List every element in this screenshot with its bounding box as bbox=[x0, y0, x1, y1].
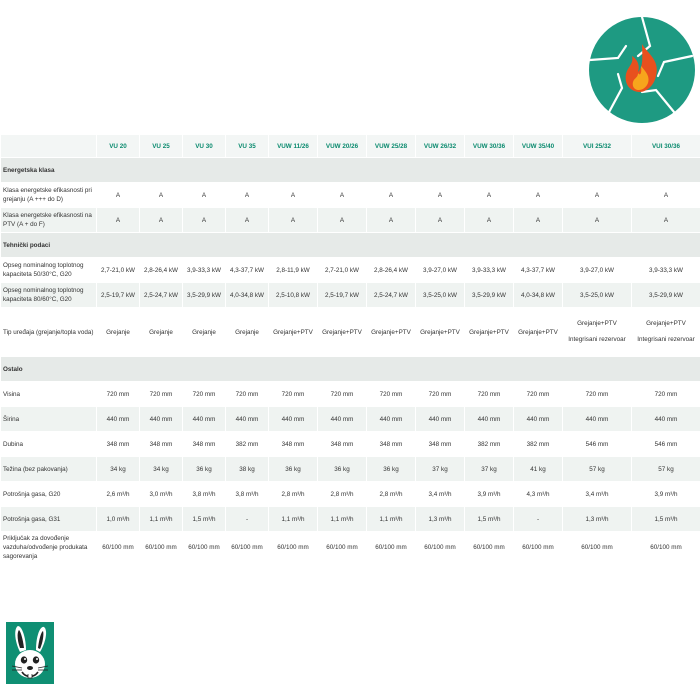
row-label: Visina bbox=[1, 382, 96, 406]
table-cell: 37 kg bbox=[465, 457, 513, 481]
table-cell: A bbox=[318, 183, 366, 207]
row-label: Priključak za dovođenje vazduha/odvođenje produkata sagorevanja bbox=[1, 532, 96, 562]
table-cell: 440 mm bbox=[514, 407, 562, 431]
table-cell: 720 mm bbox=[318, 382, 366, 406]
table-cell: 41 kg bbox=[514, 457, 562, 481]
table-cell: 3,5-25,0 kW bbox=[416, 283, 464, 307]
table-cell: 720 mm bbox=[514, 382, 562, 406]
table-cell: Grejanje+PTV bbox=[514, 308, 562, 356]
table-cell: Grejanje+PTV Integrisani rezervoar bbox=[632, 308, 700, 356]
table-cell: Grejanje+PTV bbox=[269, 308, 317, 356]
table-cell: 720 mm bbox=[269, 382, 317, 406]
row-label: Klasa energetske efikasnosti na PTV (A + do F) bbox=[1, 208, 96, 232]
table-row bbox=[1, 532, 700, 562]
table-cell: 2,5-10,8 kW bbox=[269, 283, 317, 307]
table-row bbox=[1, 482, 700, 506]
table-cell: 3,5-29,9 kW bbox=[465, 283, 513, 307]
table-cell: A bbox=[183, 183, 225, 207]
table-cell: 3,5-29,9 kW bbox=[183, 283, 225, 307]
table-cell: A bbox=[416, 208, 464, 232]
table-cell: 36 kg bbox=[367, 457, 415, 481]
section-header-row bbox=[1, 233, 700, 257]
table-cell: 2,8-11,9 kW bbox=[269, 258, 317, 282]
table-cell: 2,6 m³/h bbox=[97, 482, 139, 506]
table-row bbox=[1, 308, 700, 356]
table-cell: 4,3-37,7 kW bbox=[226, 258, 268, 282]
table-cell: 348 mm bbox=[318, 432, 366, 456]
table-cell: A bbox=[367, 208, 415, 232]
table-cell: 60/100 mm bbox=[318, 532, 366, 562]
table-row bbox=[1, 407, 700, 431]
table-cell: 3,8 m³/h bbox=[226, 482, 268, 506]
table-cell: 1,0 m³/h bbox=[97, 507, 139, 531]
table-cell: 1,5 m³/h bbox=[465, 507, 513, 531]
spec-table bbox=[0, 134, 700, 563]
table-cell: 348 mm bbox=[416, 432, 464, 456]
table-cell: A bbox=[140, 208, 182, 232]
rabbit-logo-icon bbox=[6, 622, 54, 684]
table-cell: 60/100 mm bbox=[465, 532, 513, 562]
table-cell: 60/100 mm bbox=[140, 532, 182, 562]
section-title: Energetska klasa bbox=[1, 158, 700, 182]
table-cell: 4,0-34,8 kW bbox=[514, 283, 562, 307]
row-label: Dubina bbox=[1, 432, 96, 456]
table-cell: 440 mm bbox=[367, 407, 415, 431]
table-cell: Grejanje bbox=[140, 308, 182, 356]
table-cell: A bbox=[514, 208, 562, 232]
table-cell: A bbox=[226, 208, 268, 232]
table-cell: 1,3 m³/h bbox=[563, 507, 631, 531]
table-row bbox=[1, 382, 700, 406]
table-header-row bbox=[1, 135, 700, 157]
table-cell: 3,5-25,0 kW bbox=[563, 283, 631, 307]
column-header: VU 30 bbox=[183, 135, 225, 157]
table-cell: 60/100 mm bbox=[226, 532, 268, 562]
column-header: VU 35 bbox=[226, 135, 268, 157]
table-cell: 3,9-33,3 kW bbox=[632, 258, 700, 282]
table-row bbox=[1, 208, 700, 232]
table-cell: 36 kg bbox=[183, 457, 225, 481]
row-label: Širina bbox=[1, 407, 96, 431]
table-cell: 57 kg bbox=[632, 457, 700, 481]
table-cell: 348 mm bbox=[183, 432, 225, 456]
column-header: VU 20 bbox=[97, 135, 139, 157]
table-cell: 440 mm bbox=[140, 407, 182, 431]
table-cell: A bbox=[97, 183, 139, 207]
table-cell: 60/100 mm bbox=[563, 532, 631, 562]
table-cell: 60/100 mm bbox=[269, 532, 317, 562]
flame-logo-icon bbox=[588, 16, 696, 124]
table-cell: 440 mm bbox=[416, 407, 464, 431]
table-row bbox=[1, 258, 700, 282]
column-header: VUI 25/32 bbox=[563, 135, 631, 157]
table-cell: 3,9-33,3 kW bbox=[183, 258, 225, 282]
table-cell: 720 mm bbox=[465, 382, 513, 406]
table-cell: 3,4 m³/h bbox=[416, 482, 464, 506]
table-cell: Grejanje bbox=[183, 308, 225, 356]
row-label: Težina (bez pakovanja) bbox=[1, 457, 96, 481]
table-cell: A bbox=[465, 183, 513, 207]
table-cell: Grejanje+PTV bbox=[465, 308, 513, 356]
table-cell: 382 mm bbox=[514, 432, 562, 456]
table-cell: 2,8 m³/h bbox=[269, 482, 317, 506]
table-cell: Grejanje+PTV bbox=[318, 308, 366, 356]
table-cell: A bbox=[563, 208, 631, 232]
table-cell: 3,9 m³/h bbox=[632, 482, 700, 506]
table-cell: 34 kg bbox=[97, 457, 139, 481]
table-row bbox=[1, 432, 700, 456]
table-cell: 36 kg bbox=[318, 457, 366, 481]
table-cell: 60/100 mm bbox=[183, 532, 225, 562]
table-cell: 440 mm bbox=[632, 407, 700, 431]
table-cell: A bbox=[563, 183, 631, 207]
table-cell: 4,3-37,7 kW bbox=[514, 258, 562, 282]
table-cell: 720 mm bbox=[367, 382, 415, 406]
table-cell: A bbox=[318, 208, 366, 232]
table-cell: 3,9-33,3 kW bbox=[465, 258, 513, 282]
table-cell: Grejanje+PTV bbox=[367, 308, 415, 356]
table-cell: 60/100 mm bbox=[632, 532, 700, 562]
table-cell: 720 mm bbox=[416, 382, 464, 406]
table-cell: 3,0 m³/h bbox=[140, 482, 182, 506]
table-cell: 1,3 m³/h bbox=[416, 507, 464, 531]
table-cell: 720 mm bbox=[140, 382, 182, 406]
table-cell: 2,8-26,4 kW bbox=[367, 258, 415, 282]
table-cell: A bbox=[226, 183, 268, 207]
table-cell: 440 mm bbox=[269, 407, 317, 431]
table-cell: Grejanje+PTV Integrisani rezervoar bbox=[563, 308, 631, 356]
table-cell: 720 mm bbox=[183, 382, 225, 406]
column-header: VUI 30/36 bbox=[632, 135, 700, 157]
table-cell: Grejanje+PTV bbox=[416, 308, 464, 356]
table-cell: 440 mm bbox=[465, 407, 513, 431]
table-cell: 3,4 m³/h bbox=[563, 482, 631, 506]
table-cell: 38 kg bbox=[226, 457, 268, 481]
table-cell: 3,8 m³/h bbox=[183, 482, 225, 506]
table-cell: 440 mm bbox=[226, 407, 268, 431]
column-header: VUW 30/36 bbox=[465, 135, 513, 157]
table-cell: 546 mm bbox=[632, 432, 700, 456]
table-cell: A bbox=[183, 208, 225, 232]
table-cell: - bbox=[226, 507, 268, 531]
table-cell: 3,9-27,0 kW bbox=[416, 258, 464, 282]
table-cell: 1,5 m³/h bbox=[183, 507, 225, 531]
table-cell: 382 mm bbox=[465, 432, 513, 456]
table-cell: 3,9 m³/h bbox=[465, 482, 513, 506]
table-cell: 2,7-21,0 kW bbox=[318, 258, 366, 282]
table-cell: A bbox=[367, 183, 415, 207]
table-cell: 60/100 mm bbox=[514, 532, 562, 562]
table-cell: 2,5-19,7 kW bbox=[97, 283, 139, 307]
table-cell: A bbox=[514, 183, 562, 207]
table-cell: 2,8-26,4 kW bbox=[140, 258, 182, 282]
column-header: VU 25 bbox=[140, 135, 182, 157]
table-cell: 720 mm bbox=[97, 382, 139, 406]
table-cell: 348 mm bbox=[97, 432, 139, 456]
table-cell: 440 mm bbox=[563, 407, 631, 431]
table-cell: 440 mm bbox=[183, 407, 225, 431]
table-cell: A bbox=[269, 208, 317, 232]
table-cell: 36 kg bbox=[269, 457, 317, 481]
row-label: Potrošnja gasa, G31 bbox=[1, 507, 96, 531]
row-label: Opseg nominalnog toplotnog kapaciteta 50/30°C, G20 bbox=[1, 258, 96, 282]
table-cell: Grejanje bbox=[97, 308, 139, 356]
table-cell: 3,9-27,0 kW bbox=[563, 258, 631, 282]
table-cell: A bbox=[632, 208, 700, 232]
table-cell: - bbox=[514, 507, 562, 531]
table-cell: 2,5-24,7 kW bbox=[367, 283, 415, 307]
section-title: Ostalo bbox=[1, 357, 700, 381]
table-cell: 1,1 m³/h bbox=[318, 507, 366, 531]
column-header: VUW 35/40 bbox=[514, 135, 562, 157]
table-cell: 60/100 mm bbox=[367, 532, 415, 562]
table-cell: 1,1 m³/h bbox=[367, 507, 415, 531]
column-header: VUW 20/26 bbox=[318, 135, 366, 157]
table-cell: 2,5-24,7 kW bbox=[140, 283, 182, 307]
table-cell: 348 mm bbox=[367, 432, 415, 456]
table-cell: 37 kg bbox=[416, 457, 464, 481]
table-cell: 546 mm bbox=[563, 432, 631, 456]
table-cell: 720 mm bbox=[563, 382, 631, 406]
table-cell: 2,8 m³/h bbox=[318, 482, 366, 506]
table-cell: A bbox=[269, 183, 317, 207]
table-cell: A bbox=[465, 208, 513, 232]
table-cell: 440 mm bbox=[318, 407, 366, 431]
table-cell: 1,5 m³/h bbox=[632, 507, 700, 531]
row-label: Klasa energetske efikasnosti pri grejanju (A +++ do D) bbox=[1, 183, 96, 207]
table-cell: 60/100 mm bbox=[416, 532, 464, 562]
table-cell: Grejanje bbox=[226, 308, 268, 356]
table-cell: 34 kg bbox=[140, 457, 182, 481]
table-cell: 2,8 m³/h bbox=[367, 482, 415, 506]
table-cell: 2,5-19,7 kW bbox=[318, 283, 366, 307]
section-title: Tehnički podaci bbox=[1, 233, 700, 257]
table-cell: 4,3 m³/h bbox=[514, 482, 562, 506]
table-row bbox=[1, 283, 700, 307]
table-cell: 1,1 m³/h bbox=[140, 507, 182, 531]
table-cell: A bbox=[140, 183, 182, 207]
table-cell: A bbox=[97, 208, 139, 232]
table-cell: 440 mm bbox=[97, 407, 139, 431]
column-header: VUW 25/28 bbox=[367, 135, 415, 157]
table-cell: 60/100 mm bbox=[97, 532, 139, 562]
table-cell: 2,7-21,0 kW bbox=[97, 258, 139, 282]
table-cell: A bbox=[632, 183, 700, 207]
table-cell: 4,0-34,8 kW bbox=[226, 283, 268, 307]
table-cell: 3,5-29,9 kW bbox=[632, 283, 700, 307]
section-header-row bbox=[1, 357, 700, 381]
row-label: Potrošnja gasa, G20 bbox=[1, 482, 96, 506]
table-row bbox=[1, 183, 700, 207]
row-label: Tip uređaja (grejanje/topla voda) bbox=[1, 308, 96, 356]
column-header: VUW 26/32 bbox=[416, 135, 464, 157]
table-cell: 720 mm bbox=[226, 382, 268, 406]
table-cell: 348 mm bbox=[269, 432, 317, 456]
row-label: Opseg nominalnog toplotnog kapaciteta 80/60°C, G20 bbox=[1, 283, 96, 307]
header-blank-cell bbox=[1, 135, 96, 157]
table-cell: 348 mm bbox=[140, 432, 182, 456]
section-header-row bbox=[1, 158, 700, 182]
column-header: VUW 11/26 bbox=[269, 135, 317, 157]
table-cell: 57 kg bbox=[563, 457, 631, 481]
table-row bbox=[1, 507, 700, 531]
table-row bbox=[1, 457, 700, 481]
table-cell: 382 mm bbox=[226, 432, 268, 456]
table-cell: 720 mm bbox=[632, 382, 700, 406]
table-cell: 1,1 m³/h bbox=[269, 507, 317, 531]
table-cell: A bbox=[416, 183, 464, 207]
